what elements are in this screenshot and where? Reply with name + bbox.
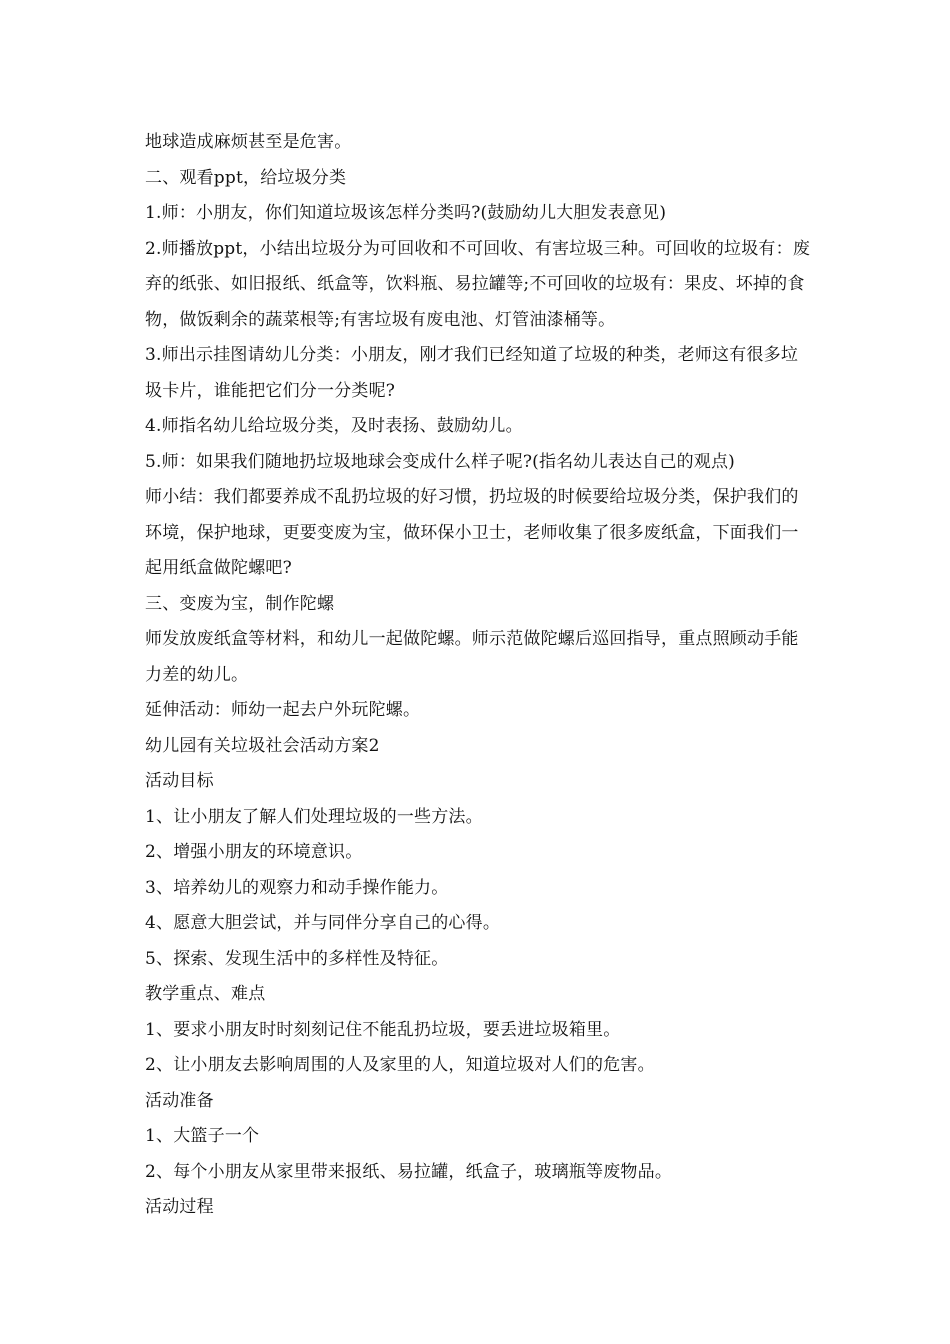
list-item: 1、要求小朋友时时刻刻记住不能乱扔垃圾，要丢进垃圾箱里。 [145, 1019, 621, 1040]
paragraph: 地球造成麻烦甚至是危害。 [145, 132, 352, 152]
list-item: 2、让小朋友去影响周围的人及家里的人，知道垃圾对人们的危害。 [145, 1055, 655, 1075]
paragraph: 4.师指名幼儿给垃圾分类，及时表扬、鼓励幼儿。 [145, 416, 523, 436]
paragraph: 师小结：我们都要养成不乱扔垃圾的好习惯，扔垃圾的时候要给垃圾分类，保护我们的环境，保护地球，更要变废为宝，做环保小卫士，老师收集了很多废纸盒，下面我们一起用纸盒做陀螺吧? [145, 487, 799, 578]
paragraph: 5.师：如果我们随地扔垃圾地球会变成什么样子呢?(指名幼儿表达自己的观点) [145, 451, 735, 472]
list-item: 1、让小朋友了解人们处理垃圾的一些方法。 [145, 806, 483, 827]
section-heading: 二、观看ppt，给垃圾分类 [145, 167, 347, 188]
section-heading: 活动目标 [145, 771, 214, 791]
list-item: 1、大篮子一个 [145, 1126, 260, 1146]
list-item: 4、愿意大胆尝试，并与同伴分享自己的心得。 [145, 913, 501, 933]
list-item: 2、增强小朋友的环境意识。 [145, 842, 363, 862]
section-heading: 活动准备 [145, 1090, 214, 1111]
list-item: 5、探索、发现生活中的多样性及特征。 [145, 948, 449, 969]
paragraph: 2.师播放ppt，小结出垃圾分为可回收和不可回收、有害垃圾三种。可回收的垃圾有：废弃的纸张、如旧报纸、纸盒等，饮料瓶、易拉罐等;不可回收的垃圾有：果皮、坏掉的食物，做饭剩余的蔬菜根等;有害垃圾有废电池、灯管油漆桶等。 [145, 238, 811, 330]
document-title: 幼儿园有关垃圾社会活动方案2 [145, 735, 380, 756]
list-item: 3、培养幼儿的观察力和动手操作能力。 [145, 877, 449, 898]
section-heading: 三、变废为宝，制作陀螺 [145, 593, 335, 614]
paragraph: 1.师：小朋友，你们知道垃圾该怎样分类吗?(鼓励幼儿大胆发表意见) [145, 203, 667, 223]
document-body [145, 125, 810, 1226]
paragraph: 师发放废纸盒等材料，和幼儿一起做陀螺。师示范做陀螺后巡回指导，重点照顾动手能力差的幼儿。 [145, 629, 799, 685]
paragraph: 延伸活动：师幼一起去户外玩陀螺。 [145, 700, 421, 720]
section-heading: 活动过程 [145, 1197, 214, 1217]
list-item: 2、每个小朋友从家里带来报纸、易拉罐，纸盒子，玻璃瓶等废物品。 [145, 1161, 673, 1182]
section-heading: 教学重点、难点 [145, 984, 266, 1004]
paragraph: 3.师出示挂图请幼儿分类：小朋友，刚才我们已经知道了垃圾的种类，老师这有很多垃圾卡片，谁能把它们分一分类呢? [145, 345, 799, 401]
